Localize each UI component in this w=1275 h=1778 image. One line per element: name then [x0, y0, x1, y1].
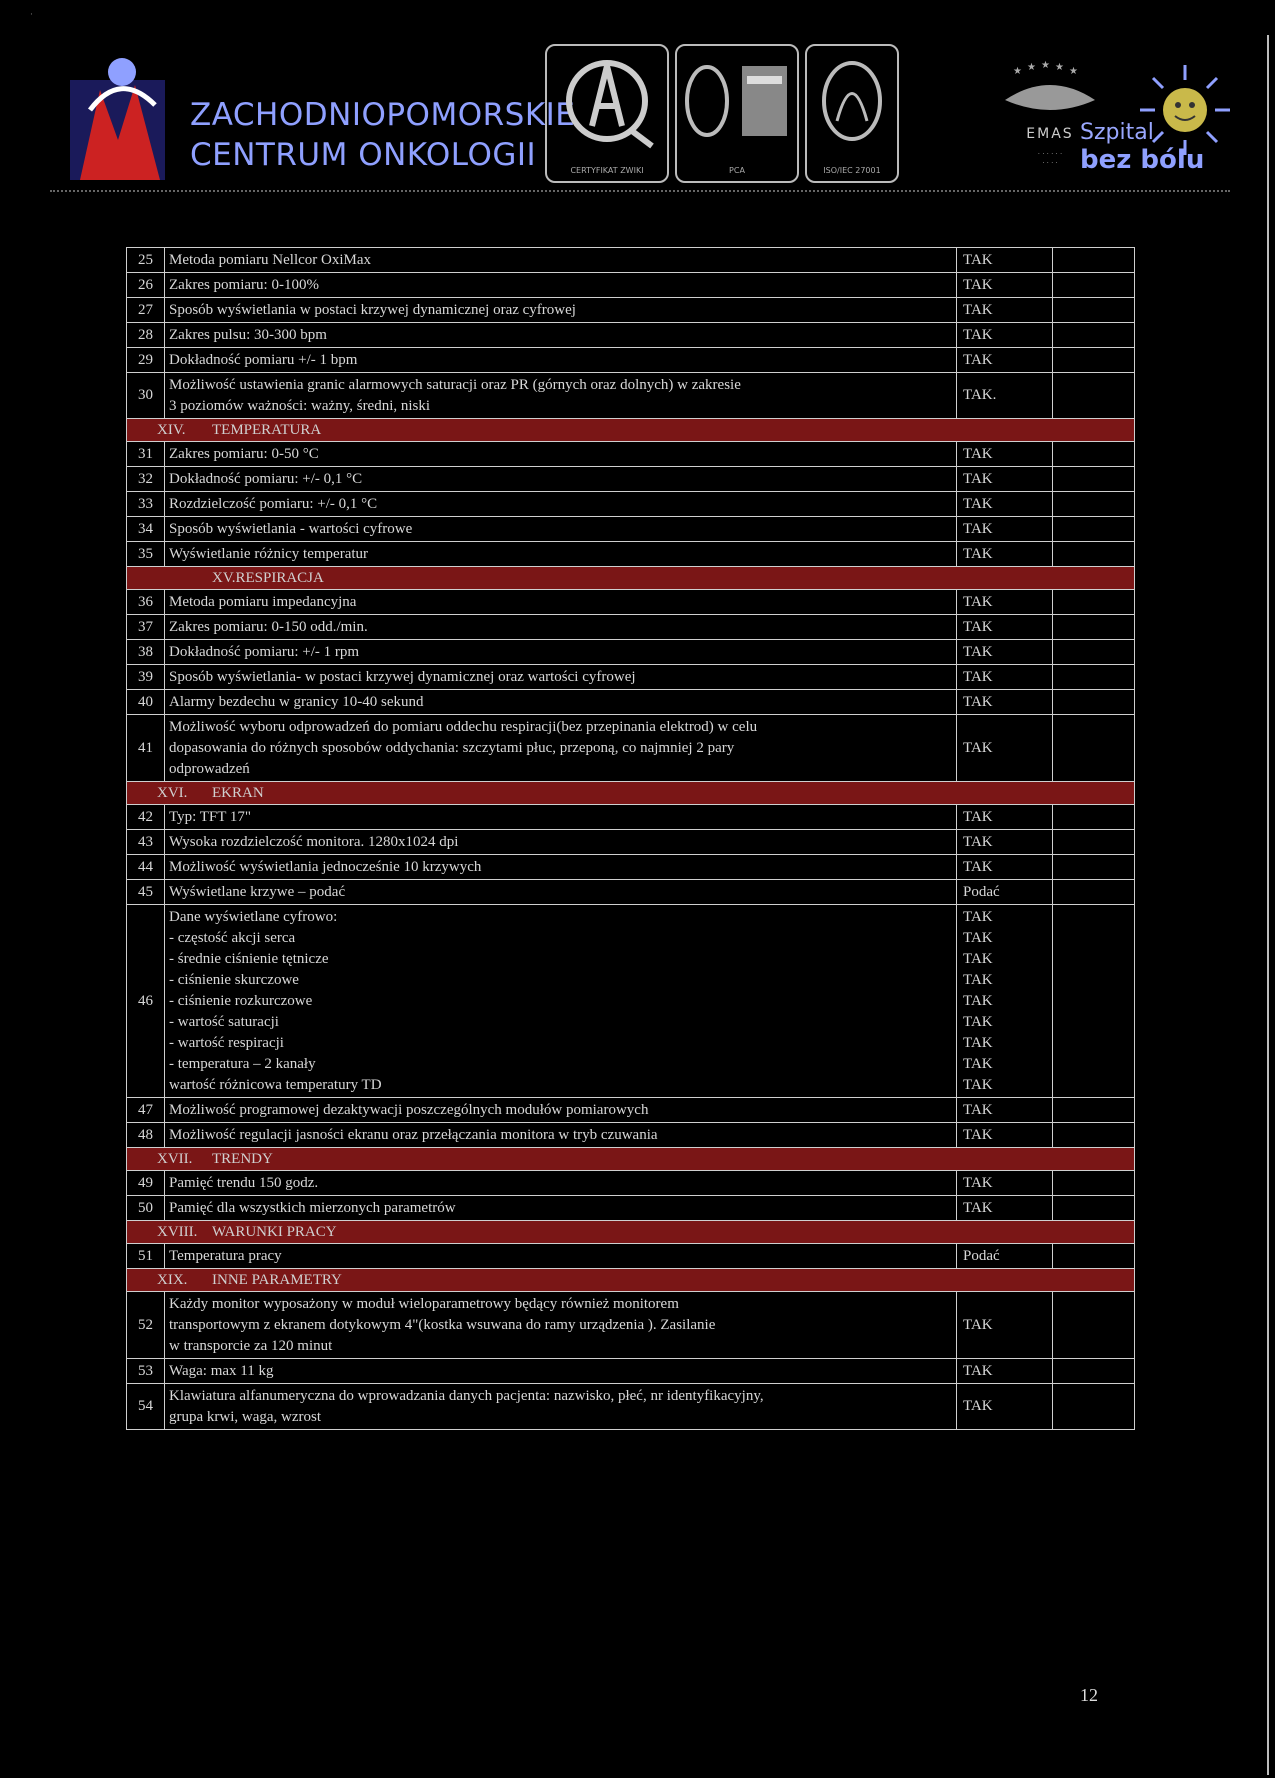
description-line: Alarmy bezdechu w granicy 10-40 sekund — [169, 693, 424, 710]
offer-cell — [1053, 590, 1135, 615]
value-line: TAK — [963, 833, 993, 850]
table-row — [127, 273, 1135, 298]
row-number: 40 — [127, 690, 165, 715]
table-row — [127, 1196, 1135, 1221]
value-line: TAK — [963, 1316, 993, 1333]
table-row — [127, 1359, 1135, 1384]
table-row — [127, 665, 1135, 690]
description-line: - ciśnienie skurczowe — [169, 971, 299, 988]
row-value — [957, 690, 1053, 715]
offer-cell — [1053, 467, 1135, 492]
row-description — [165, 1196, 957, 1221]
description-line: Możliwość regulacji jasności ekranu oraz przełączania monitora w tryb czuwania — [169, 1126, 658, 1143]
value-line: TAK — [963, 251, 993, 268]
description-line: - ciśnienie rozkurczowe — [169, 992, 313, 1009]
table-row — [127, 830, 1135, 855]
row-description — [165, 323, 957, 348]
document-header — [60, 40, 1225, 190]
row-value — [957, 1098, 1053, 1123]
value-line: TAK — [963, 858, 993, 875]
offer-cell — [1053, 1292, 1135, 1359]
description-line: Dokładność pomiaru: +/- 1 rpm — [169, 643, 360, 660]
brand-line-2: CENTRUM ONKOLOGII — [190, 137, 537, 173]
description-line: 3 poziomów ważności: ważny, średni, niski — [169, 397, 431, 414]
section-header-row — [127, 419, 1135, 442]
value-line: TAK — [963, 1076, 993, 1093]
pca-cert-icon — [677, 46, 797, 156]
value-line: TAK. — [963, 387, 997, 403]
value-line: TAK — [963, 445, 993, 462]
row-value — [957, 248, 1053, 273]
offer-cell — [1053, 1196, 1135, 1221]
table-row — [127, 690, 1135, 715]
value-line: TAK — [963, 593, 993, 610]
brand-line-1: ZACHODNIOPOMORSKIE — [190, 97, 576, 133]
section-header-cell — [127, 419, 1135, 442]
row-value — [957, 542, 1053, 567]
description-line: Rozdzielczość pomiaru: +/- 0,1 °C — [169, 495, 378, 512]
table-row — [127, 715, 1135, 782]
offer-cell — [1053, 665, 1135, 690]
section-header-row — [127, 567, 1135, 590]
row-description — [165, 1171, 957, 1196]
value-line: TAK — [963, 1013, 993, 1030]
row-description — [165, 1098, 957, 1123]
description-line: - średnie ciśnienie tętnicze — [169, 950, 329, 967]
row-number: 36 — [127, 590, 165, 615]
row-value — [957, 1292, 1053, 1359]
row-number: 51 — [127, 1244, 165, 1269]
svg-text:★: ★ — [1069, 66, 1078, 77]
value-line: TAK — [963, 470, 993, 487]
description-line: Możliwość programowej dezaktywacji poszczególnych modułów pomiarowych — [169, 1101, 649, 1118]
row-number: 29 — [127, 348, 165, 373]
value-line: TAK — [963, 545, 993, 562]
description-line: Sposób wyświetlania- w postaci krzywej dynamicznej oraz wartości cyfrowej — [169, 668, 636, 685]
value-line: TAK — [963, 618, 993, 635]
description-line: - częstość akcji serca — [169, 929, 296, 946]
offer-cell — [1053, 348, 1135, 373]
emas-subtitle: · · · · · · · · · · — [1037, 150, 1063, 167]
specification-table-body — [127, 248, 1135, 1430]
section-title: INNE PARAMETRY — [212, 1271, 342, 1288]
row-description — [165, 690, 957, 715]
quality-cert-icon — [547, 46, 667, 156]
header-divider — [50, 190, 1230, 192]
description-line: Sposób wyświetlania - wartości cyfrowe — [169, 520, 413, 537]
specification-table — [126, 247, 1135, 1430]
iso-cert-badge — [805, 44, 899, 183]
emas-stars-icon — [975, 60, 1125, 120]
quality-cert-badge — [545, 44, 669, 183]
table-row — [127, 590, 1135, 615]
value-line: TAK — [963, 1362, 993, 1379]
section-title: WARUNKI PRACY — [212, 1223, 337, 1240]
row-description — [165, 1123, 957, 1148]
value-line: Podać — [963, 883, 1000, 900]
table-row — [127, 905, 1135, 1098]
value-line: Podać — [963, 1247, 1000, 1264]
description-line: Metoda pomiaru impedancyjna — [169, 593, 357, 610]
offer-cell — [1053, 298, 1135, 323]
row-description — [165, 715, 957, 782]
section-title: XV.RESPIRACJA — [212, 569, 324, 586]
row-number: 37 — [127, 615, 165, 640]
value-line: TAK — [963, 1174, 993, 1191]
description-line: Dokładność pomiaru +/- 1 bpm — [169, 351, 358, 368]
svg-text:★: ★ — [1013, 66, 1022, 77]
pca-cert-badge — [675, 44, 799, 183]
section-header-row — [127, 1269, 1135, 1292]
row-value — [957, 880, 1053, 905]
offer-cell — [1053, 1098, 1135, 1123]
cert-label: CERTYFIKAT ZWIKI — [570, 166, 644, 175]
row-number: 31 — [127, 442, 165, 467]
row-number: 41 — [127, 715, 165, 782]
offer-cell — [1053, 1244, 1135, 1269]
offer-cell — [1053, 690, 1135, 715]
table-row — [127, 373, 1135, 419]
row-value — [957, 665, 1053, 690]
description-line: Dane wyświetlane cyfrowo: — [169, 908, 338, 925]
description-line: - wartość respiracji — [169, 1034, 284, 1051]
value-line: TAK — [963, 668, 993, 685]
row-value — [957, 590, 1053, 615]
row-description — [165, 665, 957, 690]
row-value — [957, 1244, 1053, 1269]
description-line: Zakres pomiaru: 0-50 °C — [169, 445, 319, 462]
row-value — [957, 298, 1053, 323]
row-number: 27 — [127, 298, 165, 323]
offer-cell — [1053, 542, 1135, 567]
offer-cell — [1053, 517, 1135, 542]
row-value — [957, 323, 1053, 348]
row-description — [165, 1384, 957, 1430]
section-number: XIX. — [157, 1271, 188, 1288]
offer-cell — [1053, 442, 1135, 467]
value-line: TAK — [963, 351, 993, 368]
row-number: 48 — [127, 1123, 165, 1148]
row-description — [165, 542, 957, 567]
description-line: - temperatura – 2 kanały — [169, 1055, 316, 1072]
row-value — [957, 348, 1053, 373]
offer-cell — [1053, 715, 1135, 782]
value-line: TAK — [963, 495, 993, 512]
description-line: transportowym z ekranem dotykowym 4"(kostka wsuwana do ramy urządzenia ). Zasilanie — [169, 1316, 716, 1333]
offer-cell — [1053, 1359, 1135, 1384]
description-line: odprowadzeń — [169, 760, 250, 777]
row-value — [957, 273, 1053, 298]
bez-bolu-text: bez bólu — [1080, 145, 1205, 175]
row-description — [165, 348, 957, 373]
row-value — [957, 905, 1053, 1098]
offer-cell — [1053, 1171, 1135, 1196]
offer-cell — [1053, 830, 1135, 855]
row-number: 32 — [127, 467, 165, 492]
table-row — [127, 467, 1135, 492]
value-line: TAK — [963, 1126, 993, 1143]
description-line: Temperatura pracy — [169, 1247, 282, 1264]
offer-cell — [1053, 805, 1135, 830]
description-line: Każdy monitor wyposażony w moduł wieloparametrowy będący również monitorem — [169, 1295, 679, 1312]
section-title: TEMPERATURA — [212, 421, 322, 438]
row-value — [957, 640, 1053, 665]
section-header-cell — [127, 567, 1135, 590]
szpital-text: Szpital — [1080, 120, 1154, 145]
row-description — [165, 1292, 957, 1359]
offer-cell — [1053, 1384, 1135, 1430]
row-number: 33 — [127, 492, 165, 517]
section-header-row — [127, 1148, 1135, 1171]
emas-title: EMAS — [1026, 126, 1074, 142]
row-description — [165, 248, 957, 273]
section-number: XVI. — [157, 784, 188, 801]
row-description — [165, 855, 957, 880]
value-line: TAK — [963, 1055, 993, 1072]
description-line: Możliwość wyświetlania jednocześnie 10 krzywych — [169, 858, 482, 875]
section-header-cell — [127, 1269, 1135, 1292]
description-line: Wyświetlanie różnicy temperatur — [169, 545, 369, 562]
table-row — [127, 1171, 1135, 1196]
table-row — [127, 1123, 1135, 1148]
row-number: 45 — [127, 880, 165, 905]
row-value — [957, 1123, 1053, 1148]
row-description — [165, 1244, 957, 1269]
cert-label: ISO/IEC 27001 — [823, 166, 881, 175]
row-description — [165, 905, 957, 1098]
value-line: TAK — [963, 326, 993, 343]
row-description — [165, 830, 957, 855]
value-line: TAK — [963, 908, 993, 925]
row-number: 39 — [127, 665, 165, 690]
row-description — [165, 640, 957, 665]
section-number: XVIII. — [157, 1223, 198, 1240]
value-line: TAK — [963, 276, 993, 293]
table-row — [127, 348, 1135, 373]
description-line: Typ: TFT 17" — [169, 808, 252, 825]
description-line: Pamięć trendu 150 godz. — [169, 1174, 319, 1191]
description-line: dopasowania do różnych sposobów oddychania: szczytami płuc, przeponą, co najmniej 2 pary — [169, 739, 735, 756]
row-number: 50 — [127, 1196, 165, 1221]
row-value — [957, 830, 1053, 855]
value-line: TAK — [963, 739, 993, 756]
offer-cell — [1053, 248, 1135, 273]
brand-name — [190, 95, 575, 175]
row-description — [165, 442, 957, 467]
value-line: TAK — [963, 808, 993, 825]
table-row — [127, 442, 1135, 467]
row-number: 35 — [127, 542, 165, 567]
row-number: 44 — [127, 855, 165, 880]
svg-text:★: ★ — [1027, 62, 1036, 73]
description-line: Wysoka rozdzielczość monitora. 1280x1024 dpi — [169, 833, 459, 850]
table-row — [127, 323, 1135, 348]
description-line: grupa krwi, waga, wzrost — [169, 1408, 322, 1425]
page-corner-mark: · — [30, 10, 33, 20]
section-header-row — [127, 1221, 1135, 1244]
row-value — [957, 1196, 1053, 1221]
value-line: TAK — [963, 971, 993, 988]
section-number: XIV. — [157, 421, 186, 438]
offer-cell — [1053, 273, 1135, 298]
description-line: Waga: max 11 kg — [169, 1362, 274, 1379]
value-line: TAK — [963, 1398, 993, 1414]
row-value — [957, 855, 1053, 880]
row-description — [165, 615, 957, 640]
row-description — [165, 467, 957, 492]
description-line: Dokładność pomiaru: +/- 0,1 °C — [169, 470, 363, 487]
svg-text:★: ★ — [1055, 62, 1064, 73]
row-number: 25 — [127, 248, 165, 273]
row-description — [165, 805, 957, 830]
table-row — [127, 298, 1135, 323]
value-line: TAK — [963, 1199, 993, 1216]
section-header-row — [127, 782, 1135, 805]
table-row — [127, 855, 1135, 880]
row-number: 42 — [127, 805, 165, 830]
row-value — [957, 615, 1053, 640]
value-line: TAK — [963, 992, 993, 1009]
description-line: - wartość saturacji — [169, 1013, 279, 1030]
offer-cell — [1053, 855, 1135, 880]
row-number: 47 — [127, 1098, 165, 1123]
table-row — [127, 640, 1135, 665]
row-description — [165, 298, 957, 323]
page-number: 12 — [1080, 1685, 1098, 1705]
table-row — [127, 248, 1135, 273]
value-line: TAK — [963, 950, 993, 967]
description-line: Zakres pulsu: 30-300 bpm — [169, 326, 327, 343]
row-value — [957, 805, 1053, 830]
description-line: w transporcie za 120 minut — [169, 1337, 333, 1354]
row-number: 28 — [127, 323, 165, 348]
row-value — [957, 1384, 1053, 1430]
offer-cell — [1053, 323, 1135, 348]
row-value — [957, 1359, 1053, 1384]
row-description — [165, 517, 957, 542]
row-number: 54 — [127, 1384, 165, 1430]
row-value — [957, 373, 1053, 419]
table-row — [127, 880, 1135, 905]
value-line: TAK — [963, 1034, 993, 1051]
value-line: TAK — [963, 929, 993, 946]
page-edge-line — [1267, 35, 1269, 1775]
table-row — [127, 1244, 1135, 1269]
row-description — [165, 373, 957, 419]
offer-cell — [1053, 615, 1135, 640]
svg-text:★: ★ — [1041, 60, 1050, 71]
row-value — [957, 492, 1053, 517]
row-value — [957, 467, 1053, 492]
table-row — [127, 492, 1135, 517]
row-value — [957, 442, 1053, 467]
row-description — [165, 492, 957, 517]
row-number: 34 — [127, 517, 165, 542]
table-row — [127, 615, 1135, 640]
description-line: Pamięć dla wszystkich mierzonych parametrów — [169, 1199, 456, 1216]
row-description — [165, 590, 957, 615]
table-row — [127, 1384, 1135, 1430]
row-value — [957, 715, 1053, 782]
row-description — [165, 273, 957, 298]
offer-cell — [1053, 880, 1135, 905]
table-row — [127, 542, 1135, 567]
value-line: TAK — [963, 693, 993, 710]
offer-cell — [1053, 1123, 1135, 1148]
row-number: 46 — [127, 905, 165, 1098]
row-description — [165, 880, 957, 905]
eagle-logo-icon — [60, 50, 178, 185]
table-row — [127, 517, 1135, 542]
section-header-cell — [127, 782, 1135, 805]
value-line: TAK — [963, 643, 993, 660]
row-number: 26 — [127, 273, 165, 298]
row-number: 52 — [127, 1292, 165, 1359]
table-row — [127, 1292, 1135, 1359]
value-line: TAK — [963, 520, 993, 537]
row-number: 49 — [127, 1171, 165, 1196]
row-value — [957, 517, 1053, 542]
description-line: wartość różnicowa temperatury TD — [169, 1076, 382, 1093]
section-header-cell — [127, 1148, 1135, 1171]
offer-cell — [1053, 373, 1135, 419]
row-description — [165, 1359, 957, 1384]
section-number: XVII. — [157, 1150, 193, 1167]
description-line: Zakres pomiaru: 0-150 odd./min. — [169, 618, 368, 635]
table-row — [127, 1098, 1135, 1123]
row-number: 30 — [127, 373, 165, 419]
section-title: TRENDY — [212, 1150, 273, 1167]
description-line: Sposób wyświetlania w postaci krzywej dynamicznej oraz cyfrowej — [169, 301, 576, 318]
row-value — [957, 1171, 1053, 1196]
description-line: Klawiatura alfanumeryczna do wprowadzania danych pacjenta: nazwisko, płeć, nr identyfikacyjny, — [169, 1387, 764, 1404]
table-row — [127, 805, 1135, 830]
row-number: 38 — [127, 640, 165, 665]
description-line: Zakres pomiaru: 0-100% — [169, 276, 319, 293]
description-line: Możliwość wyboru odprowadzeń do pomiaru oddechu respiracji(bez przepinania elektrod) w celu — [169, 718, 758, 735]
offer-cell — [1053, 640, 1135, 665]
section-title: EKRAN — [212, 784, 264, 801]
value-line: TAK — [963, 301, 993, 318]
cert-label: PCA — [729, 166, 745, 175]
value-line: TAK — [963, 1101, 993, 1118]
offer-cell — [1053, 905, 1135, 1098]
offer-cell — [1053, 492, 1135, 517]
description-line: Możliwość ustawienia granic alarmowych saturacji oraz PR (górnych oraz dolnych) w zakresie — [169, 376, 741, 393]
iso-cert-icon — [807, 46, 897, 156]
row-number: 43 — [127, 830, 165, 855]
description-line: Metoda pomiaru Nellcor OxiMax — [169, 251, 372, 268]
description-line: Wyświetlane krzywe – podać — [169, 883, 346, 900]
section-header-cell — [127, 1221, 1135, 1244]
row-number: 53 — [127, 1359, 165, 1384]
